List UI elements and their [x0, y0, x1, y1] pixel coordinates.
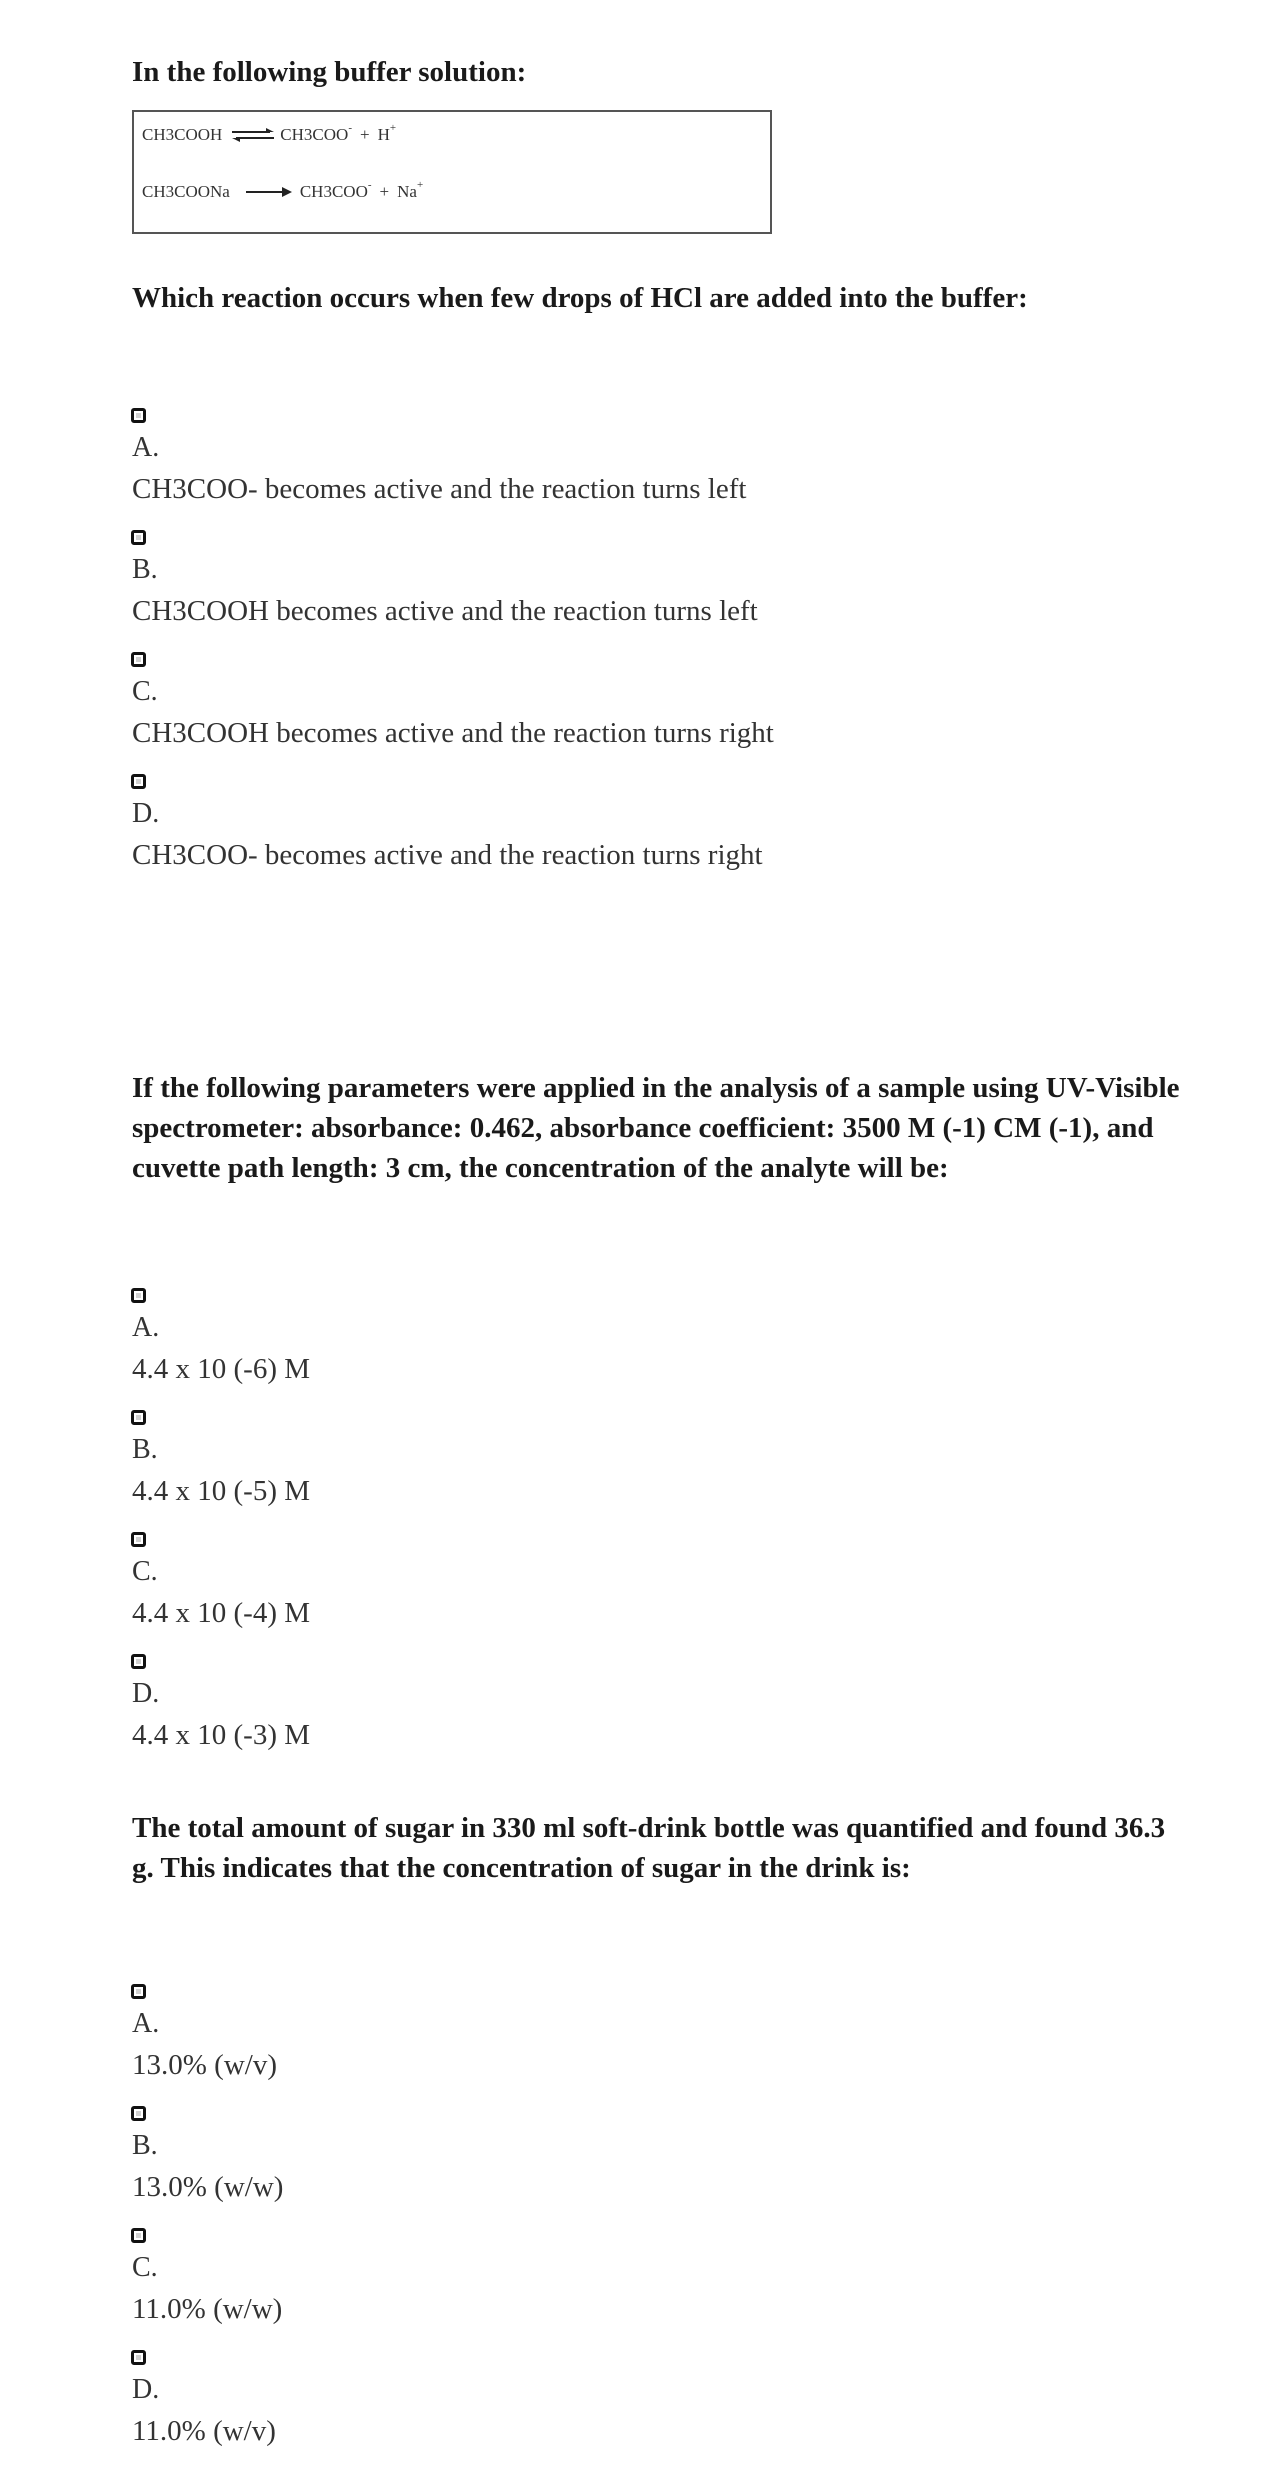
q2-option-c-letter: C.	[132, 1556, 158, 1587]
q1-option-c-text: CH3COOH becomes active and the reaction turns right	[132, 717, 774, 749]
q1-option-b-checkbox[interactable]	[131, 530, 146, 545]
q3-option-d-checkbox[interactable]	[131, 2350, 146, 2365]
reaction1-product2-charge: +	[389, 122, 397, 134]
reaction1-product1-charge: -	[348, 122, 352, 134]
q1-option-a-text: CH3COO- becomes active and the reaction turns left	[132, 473, 747, 505]
reaction2-reactant: CH3COONa	[142, 182, 230, 201]
q3-option-c-checkbox[interactable]	[131, 2228, 146, 2243]
q2-option-d-letter: D.	[132, 1678, 160, 1709]
q2-option-b-letter: B.	[132, 1434, 158, 1465]
reaction2-product2: Na	[397, 182, 417, 201]
q3-option-b-checkbox[interactable]	[131, 2106, 146, 2121]
q2-option-c-checkbox[interactable]	[131, 1532, 146, 1547]
q1-option-d-checkbox[interactable]	[131, 774, 146, 789]
q2-option-a-letter: A.	[132, 1312, 160, 1343]
q1-option-a-letter: A.	[132, 432, 160, 463]
reaction-box	[132, 110, 772, 234]
q3-option-b-text: 13.0% (w/w)	[132, 2171, 284, 2203]
q1-option-d-text: CH3COO- becomes active and the reaction turns right	[132, 839, 763, 871]
q2-option-c-text: 4.4 x 10 (-4) M	[132, 1597, 311, 1629]
q3-option-b-letter: B.	[132, 2130, 158, 2161]
q1-option-a-checkbox[interactable]	[131, 408, 146, 423]
q2-option-a-text: 4.4 x 10 (-6) M	[132, 1353, 311, 1385]
reaction1-reactant: CH3COOH	[142, 125, 223, 144]
q3-question: The total amount of sugar in 330 ml soft-drink bottle was quantified and found 36.3 g. This indicates that the concentration of sugar in the drink is:	[132, 1812, 1166, 1884]
q2-question: If the following parameters were applied in the analysis of a sample using UV-Visible spectrometer: absorbance: 0.462, absorbance coefficient: 3500 M (-1) CM (-1), and cuvette path length: 3 cm, the concentration of the analyte will be:	[132, 1072, 1180, 1184]
q1-title: In the following buffer solution:	[132, 56, 527, 88]
reaction2-plus: +	[379, 182, 390, 201]
q3-option-d-text: 11.0% (w/v)	[132, 2415, 276, 2447]
q2-option-d-text: 4.4 x 10 (-3) M	[132, 1719, 311, 1751]
equilibrium-arrow-icon	[230, 125, 276, 145]
reaction2-product2-charge: +	[416, 179, 424, 191]
q3-option-d-letter: D.	[132, 2374, 160, 2405]
reaction1-product2: H	[377, 125, 390, 144]
q1-option-c-checkbox[interactable]	[131, 652, 146, 667]
q1-option-b-text: CH3COOH becomes active and the reaction turns left	[132, 595, 758, 627]
reaction1-plus: +	[359, 125, 370, 144]
q1-option-c-letter: C.	[132, 676, 158, 707]
q3-option-a-checkbox[interactable]	[131, 1984, 146, 1999]
reaction-dissociation	[142, 180, 423, 204]
forward-arrow-icon	[244, 184, 294, 200]
reaction2-product1: CH3COO	[299, 182, 368, 201]
q2-option-b-checkbox[interactable]	[131, 1410, 146, 1425]
q2-option-d-checkbox[interactable]	[131, 1654, 146, 1669]
reaction-equilibrium	[142, 123, 396, 147]
q3-option-a-text: 13.0% (w/v)	[132, 2049, 277, 2081]
reaction2-product1-charge: -	[367, 179, 372, 191]
q1-option-d-letter: D.	[132, 798, 160, 829]
q3-option-c-text: 11.0% (w/w)	[132, 2293, 283, 2325]
q1-question: Which reaction occurs when few drops of HCl are added into the buffer:	[132, 282, 1028, 314]
q1-option-b-letter: B.	[132, 554, 158, 585]
q3-option-c-letter: C.	[132, 2252, 158, 2283]
reaction1-product1: CH3COO	[280, 125, 349, 144]
q2-option-b-text: 4.4 x 10 (-5) M	[132, 1475, 311, 1507]
q2-option-a-checkbox[interactable]	[131, 1288, 146, 1303]
q3-option-a-letter: A.	[132, 2008, 160, 2039]
